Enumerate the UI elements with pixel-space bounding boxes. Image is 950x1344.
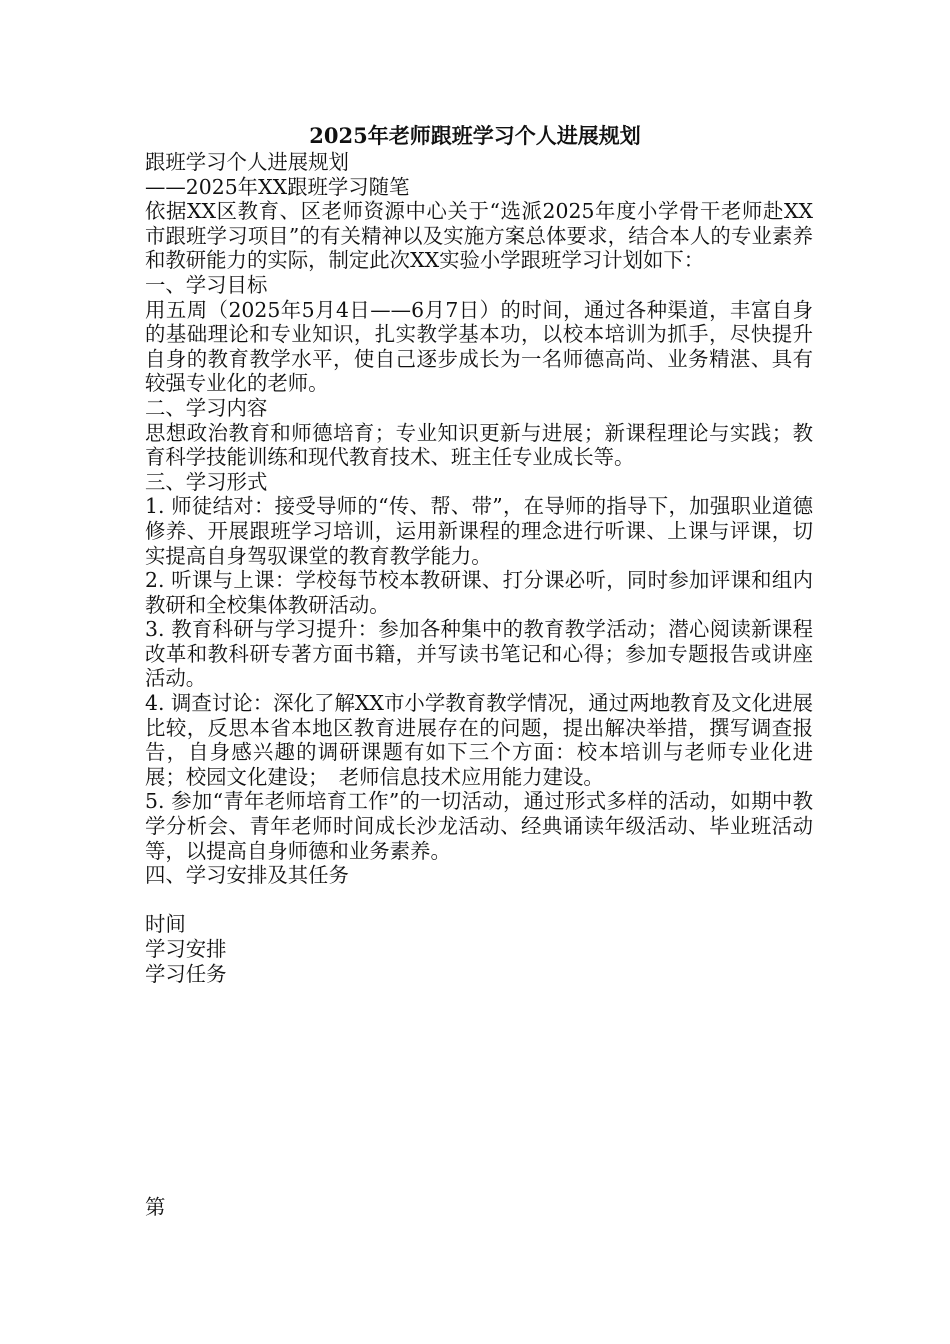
section-heading-goals: 一、学习目标 [145,272,268,297]
forms-item-4: 4. 调查讨论：深化了解XX市小学教育教学情况，通过两地教育及文化进展比较，反思本省本地区教育进展存在的问题，提出解决举措，撰写调查报告，自身感兴趣的调研课题有如下三个方面：校本培训与老师专业化进展；校园文化建设； 老师信息技术应用能力建设。 [145,691,813,789]
subtitle-note: ——2025年XX跟班学习随笔 [145,174,410,199]
forms-item-1: 1. 师徒结对：接受导师的“传、帮、带”，在导师的指导下，加强职业道德修养、开展跟班学习培训，运用新课程的理念进行听课、上课与评课，切实提高自身驾驭课堂的教育教学能力。 [145,494,813,568]
intro-paragraph: 依据XX区教育、区老师资源中心关于“选派2025年度小学骨干老师赴XX市跟班学习项目”的有关精神以及实施方案总体要求，结合本人的专业素养和教研能力的实际，制定此次XX实验小学跟班学习计划如下： [145,199,813,273]
section-heading-content: 二、学习内容 [145,395,268,420]
section-heading-schedule: 四、学习安排及其任务 [145,863,349,888]
blank-line [145,888,813,913]
forms-item-5: 5. 参加“青年老师培育工作”的一切活动，通过形式多样的活动，如期中教学分析会、青年老师时间成长沙龙活动、经典诵读年级活动、毕业班活动等，以提高自身师德和业务素养。 [145,789,813,863]
document-body [145,150,813,986]
page-footer: 第 [145,1195,166,1219]
section-heading-forms: 三、学习形式 [145,469,268,494]
goals-paragraph: 用五周（2025年5月4日——6月7日）的时间，通过各种渠道，丰富自身的基础理论和专业知识，扎实教学基本功，以校本培训为抓手，尽快提升自身的教育教学水平，使自己逐步成长为一名师德高尚、业务精湛、具有较强专业化的老师。 [145,297,813,396]
forms-item-2: 2. 听课与上课：学校每节校本教研课、打分课必听，同时参加评课和组内教研和全校集体教研活动。 [145,568,813,617]
subtitle-line: 跟班学习个人进展规划 [145,150,349,174]
table-header-time: 时间 [145,912,186,937]
forms-item-3: 3. 教育科研与学习提升：参加各种集中的教育教学活动；潜心阅读新课程改革和教科研专著方面书籍，并写读书笔记和心得；参加专题报告或讲座活动。 [145,617,813,691]
document-title: 2025年老师跟班学习个人进展规划 [309,123,641,148]
content-paragraph: 思想政治教育和师德培育；专业知识更新与进展；新课程理论与实践；教育科学技能训练和现代教育技术、班主任专业成长等。 [145,420,813,470]
table-header-tasks: 学习任务 [145,961,227,986]
table-header-arrangement: 学习安排 [145,937,227,961]
